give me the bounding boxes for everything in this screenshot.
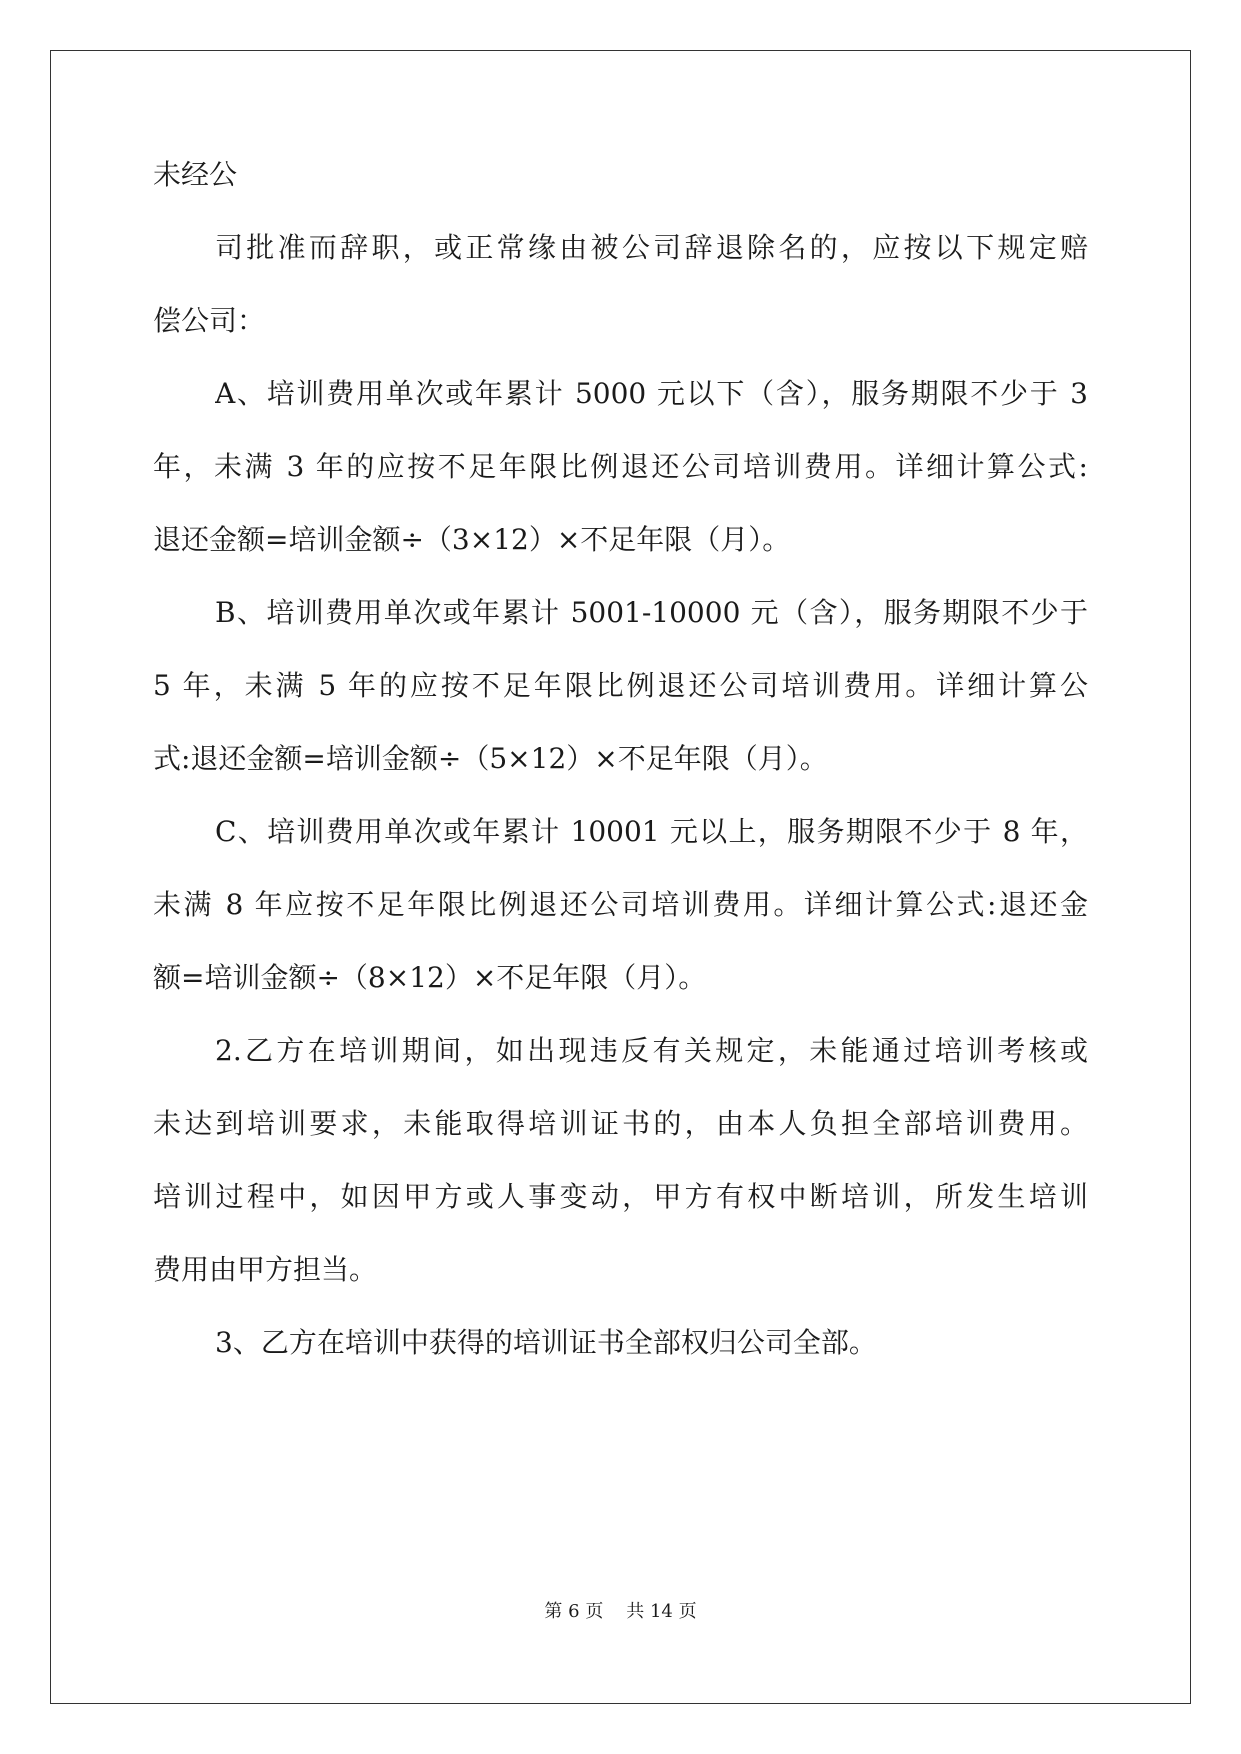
text-line: 退还金额=培训金额÷（3×12）×不足年限（月）。: [153, 523, 791, 556]
text-line: C、培训费用单次或年累计 10001 元以上，服务期限不少于 8 年，: [215, 815, 1088, 848]
text-line: 未经公: [153, 158, 238, 191]
text-line: 式:退还金额=培训金额÷（5×12）×不足年限（月）。: [153, 742, 828, 775]
text-line: 未满 8 年应按不足年限比例退还公司培训费用。详细计算公式:退还金: [153, 888, 1088, 921]
text-line: B、培训费用单次或年累计 5001-10000 元（含），服务期限不少于: [215, 596, 1088, 629]
text-line: 未达到培训要求，未能取得培训证书的，由本人负担全部培训费用。: [153, 1107, 1088, 1140]
page-frame: [50, 50, 1191, 1704]
text-line: 费用由甲方担当。: [153, 1253, 378, 1286]
text-line: 2.乙方在培训期间，如出现违反有关规定，未能通过培训考核或: [215, 1034, 1088, 1067]
page-total: 共 14 页: [626, 1601, 697, 1622]
text-line: 额=培训金额÷（8×12）×不足年限（月）。: [153, 961, 707, 994]
text-line: 年，未满 3 年的应按不足年限比例退还公司培训费用。详细计算公式:: [153, 450, 1088, 483]
text-line: 司批准而辞职，或正常缘由被公司辞退除名的，应按以下规定赔: [215, 231, 1088, 264]
page-footer: [0, 1600, 1241, 1624]
text-line: 培训过程中，如因甲方或人事变动，甲方有权中断培训，所发生培训: [153, 1180, 1088, 1213]
text-line: 偿公司：: [153, 304, 266, 337]
text-line: 3、乙方在培训中获得的培训证书全部权归公司全部。: [215, 1326, 877, 1359]
page-number: 第 6 页: [544, 1601, 604, 1622]
text-line: A、培训费用单次或年累计 5000 元以下（含），服务期限不少于 3: [215, 377, 1088, 410]
text-line: 5 年，未满 5 年的应按不足年限比例退还公司培训费用。详细计算公: [153, 669, 1088, 702]
